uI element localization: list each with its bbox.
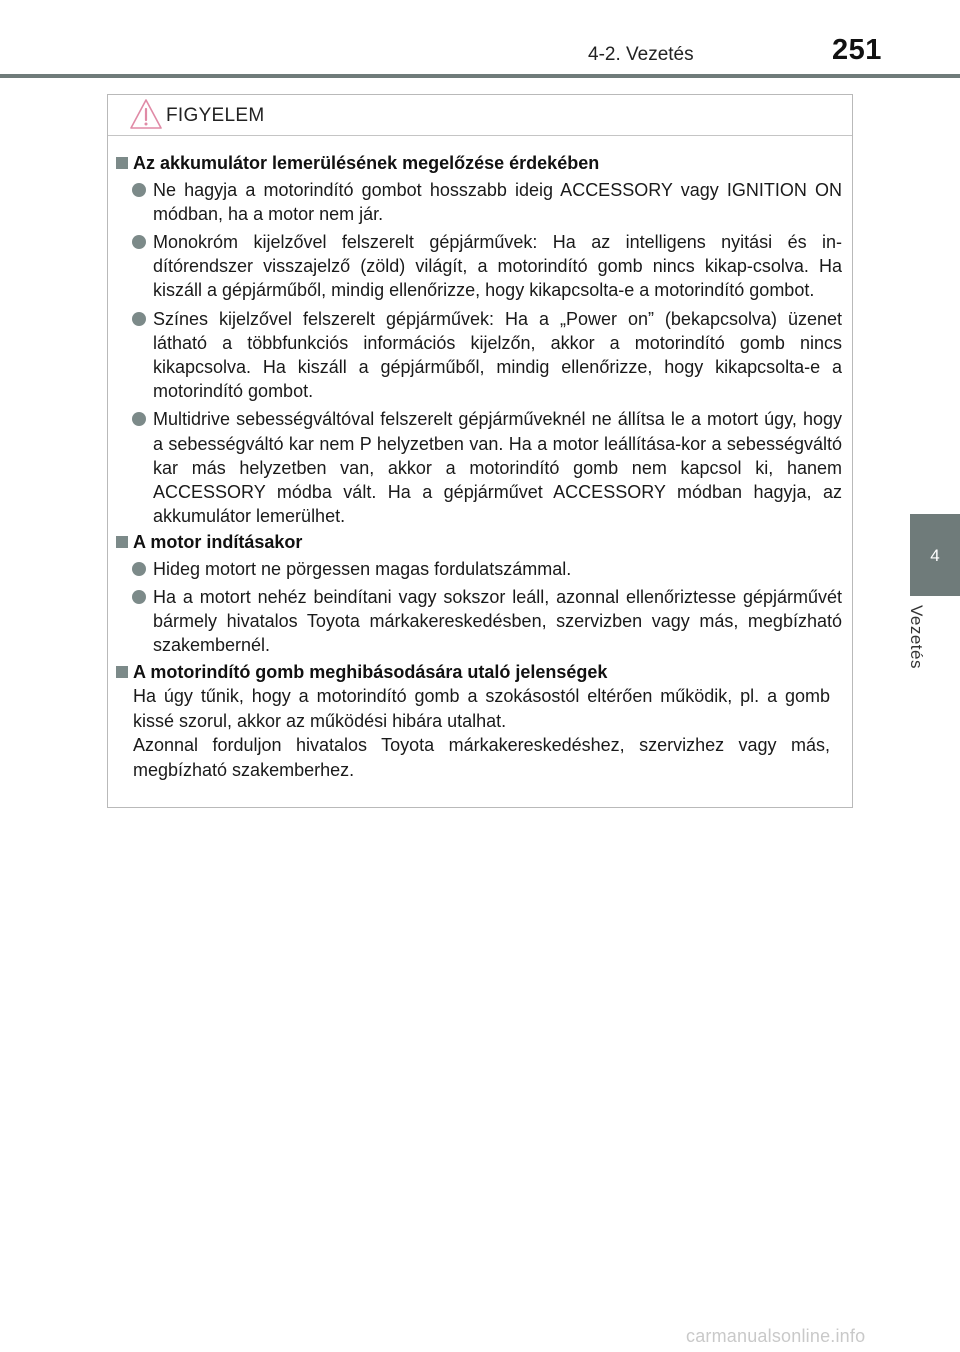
square-bullet-icon xyxy=(116,536,128,548)
paragraph: Azonnal forduljon hivatalos Toyota márkakereskedéshez, szervizhez vagy más, megbízható szakemberhez. xyxy=(133,735,830,780)
list-item: Hideg motort ne pörgessen magas fordulatszámmal. xyxy=(112,557,842,581)
list-item: Színes kijelzővel felszerelt gépjárművek: Ha a „Power on” (bekapcsolva) üzenet látható a többfunkciós információs kijelzőn, akkor a motorindító gomb nincs kikapcsolva. Ha kiszáll a gépjárműből, mindig ellenőrizze, hogy kikapcsolta-e a motorindító gombot. xyxy=(112,307,842,404)
round-bullet-icon xyxy=(132,562,146,576)
warning-title: FIGYELEM xyxy=(166,105,265,126)
chapter-label: Vezetés xyxy=(907,605,926,669)
warning-box xyxy=(107,94,853,808)
list-item: Monokróm kijelzővel felszerelt gépjárművek: Ha az intelligens nyitási és in-dítórendszer visszajelző (zöld) világít, a motorindító gomb nincs kikap-csolva. Ha kiszáll a gépjárműből, mindig ellenőrizze, hogy kikapcsolta-e a motorindító gombot. xyxy=(112,230,842,303)
header-divider xyxy=(0,74,960,78)
round-bullet-icon xyxy=(132,412,146,426)
paragraph: Ha úgy tűnik, hogy a motorindító gomb a szokásostól eltérően működik, pl. a gomb kissé szorul, akkor az működési hibára utalhat. xyxy=(133,686,830,731)
warning-body xyxy=(108,136,852,782)
section-heading: A motor indításakor xyxy=(112,530,842,555)
section-title: 4-2. Vezetés xyxy=(588,44,694,65)
list-item: Multidrive sebességváltóval felszerelt gépjárműveknél ne állítsa le a motort úgy, hogy a sebességváltó kar nem P helyzetben van. Ha a motor leállítása-kor a sebességváltó kar más helyzetben van, akkor a motorindító gomb nem kapcsol ki, hanem ACCESSORY módba vált. Ha a gépjárművet ACCESSORY módban hagyja, az akkumulátor lemerülhet. xyxy=(112,407,842,528)
watermark: carmanualsonline.info xyxy=(686,1326,866,1346)
round-bullet-icon xyxy=(132,183,146,197)
list-item: Ha a motort nehéz beindítani vagy sokszor leáll, azonnal ellenőriztesse gépjárművét bármely hivatalos Toyota márkakereskedésben, szervizben vagy más, megbízható szakembernél. xyxy=(112,585,842,658)
round-bullet-icon xyxy=(132,235,146,249)
chapter-tab[interactable] xyxy=(910,514,960,596)
section-heading: A motorindító gomb meghibásodására utaló jelenségek xyxy=(112,660,842,685)
chapter-number: 4 xyxy=(930,546,940,565)
page-number: 251 xyxy=(832,34,882,66)
square-bullet-icon xyxy=(116,666,128,678)
section-heading: Az akkumulátor lemerülésének megelőzése érdekében xyxy=(112,151,842,176)
square-bullet-icon xyxy=(116,157,128,169)
warning-triangle-icon xyxy=(129,98,163,137)
round-bullet-icon xyxy=(132,312,146,326)
warning-header xyxy=(108,95,852,136)
list-item: Ne hagyja a motorindító gombot hosszabb ideig ACCESSORY vagy IGNITION ON módban, ha a motor nem jár. xyxy=(112,178,842,226)
round-bullet-icon xyxy=(132,590,146,604)
